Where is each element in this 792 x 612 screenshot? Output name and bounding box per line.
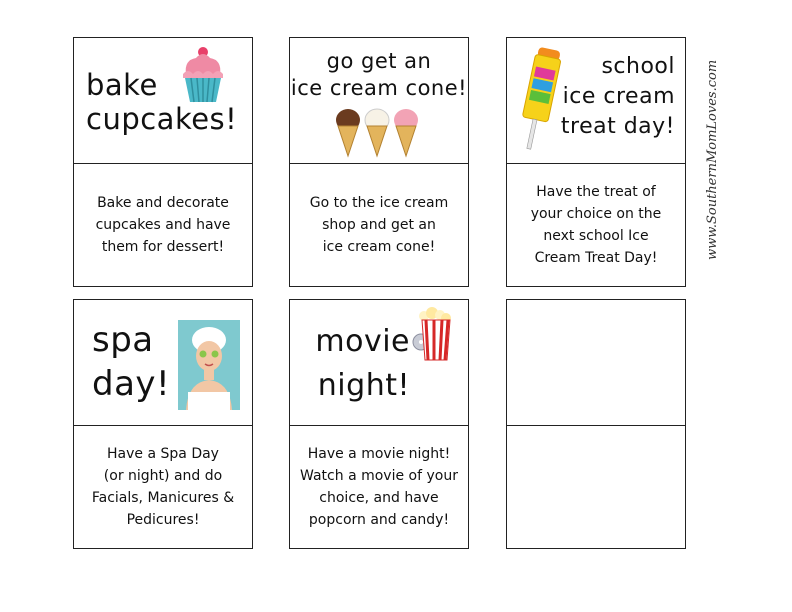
card-image-area: [290, 300, 468, 426]
card-description-area: [507, 426, 685, 548]
card-blank: [506, 299, 686, 549]
card-bake-cupcakes: [73, 37, 253, 287]
card-description: Go to the ice cream shop and get an ice cream cone!: [309, 195, 449, 255]
card-image-area: [290, 38, 468, 164]
card-image-area: [507, 38, 685, 164]
card-description: Have a Spa Day (or night) and do Facials, Manicures & Pedicures!: [91, 446, 235, 528]
card-movie-night: [289, 299, 469, 549]
ice-cream-cones-image: [335, 106, 419, 158]
card-ice-cream-cone: [289, 37, 469, 287]
card-title: spa day!: [92, 320, 171, 404]
card-school-treat-day: [506, 37, 686, 287]
card-description-area: [290, 164, 468, 286]
card-title: bake cupcakes!: [86, 68, 238, 136]
cupcake-image: [180, 46, 226, 104]
card-image-area: [507, 300, 685, 426]
card-title: go get an ice cream cone!: [290, 49, 468, 100]
card-title: school ice cream treat day!: [560, 54, 675, 139]
popcorn-image: [412, 306, 454, 362]
card-image-area: [74, 300, 252, 426]
card-description: Have a movie night! Watch a movie of your choice, and have popcorn and candy!: [300, 446, 458, 528]
push-pop-image: [515, 46, 565, 154]
spa-woman-image: [178, 320, 240, 410]
card-spa-day: [73, 299, 253, 549]
card-description-area: [74, 426, 252, 548]
card-description-area: [290, 426, 468, 548]
card-image-area: [74, 38, 252, 164]
site-watermark: www.SouthernMomLoves.com: [705, 59, 720, 260]
card-description: Bake and decorate cupcakes and have them for dessert!: [95, 195, 231, 255]
card-description: Have the treat of your choice on the next school Ice Cream Treat Day!: [530, 184, 662, 266]
card-description-area: [507, 164, 685, 286]
card-description-area: [74, 164, 252, 286]
card-title: movie night!: [315, 324, 410, 403]
